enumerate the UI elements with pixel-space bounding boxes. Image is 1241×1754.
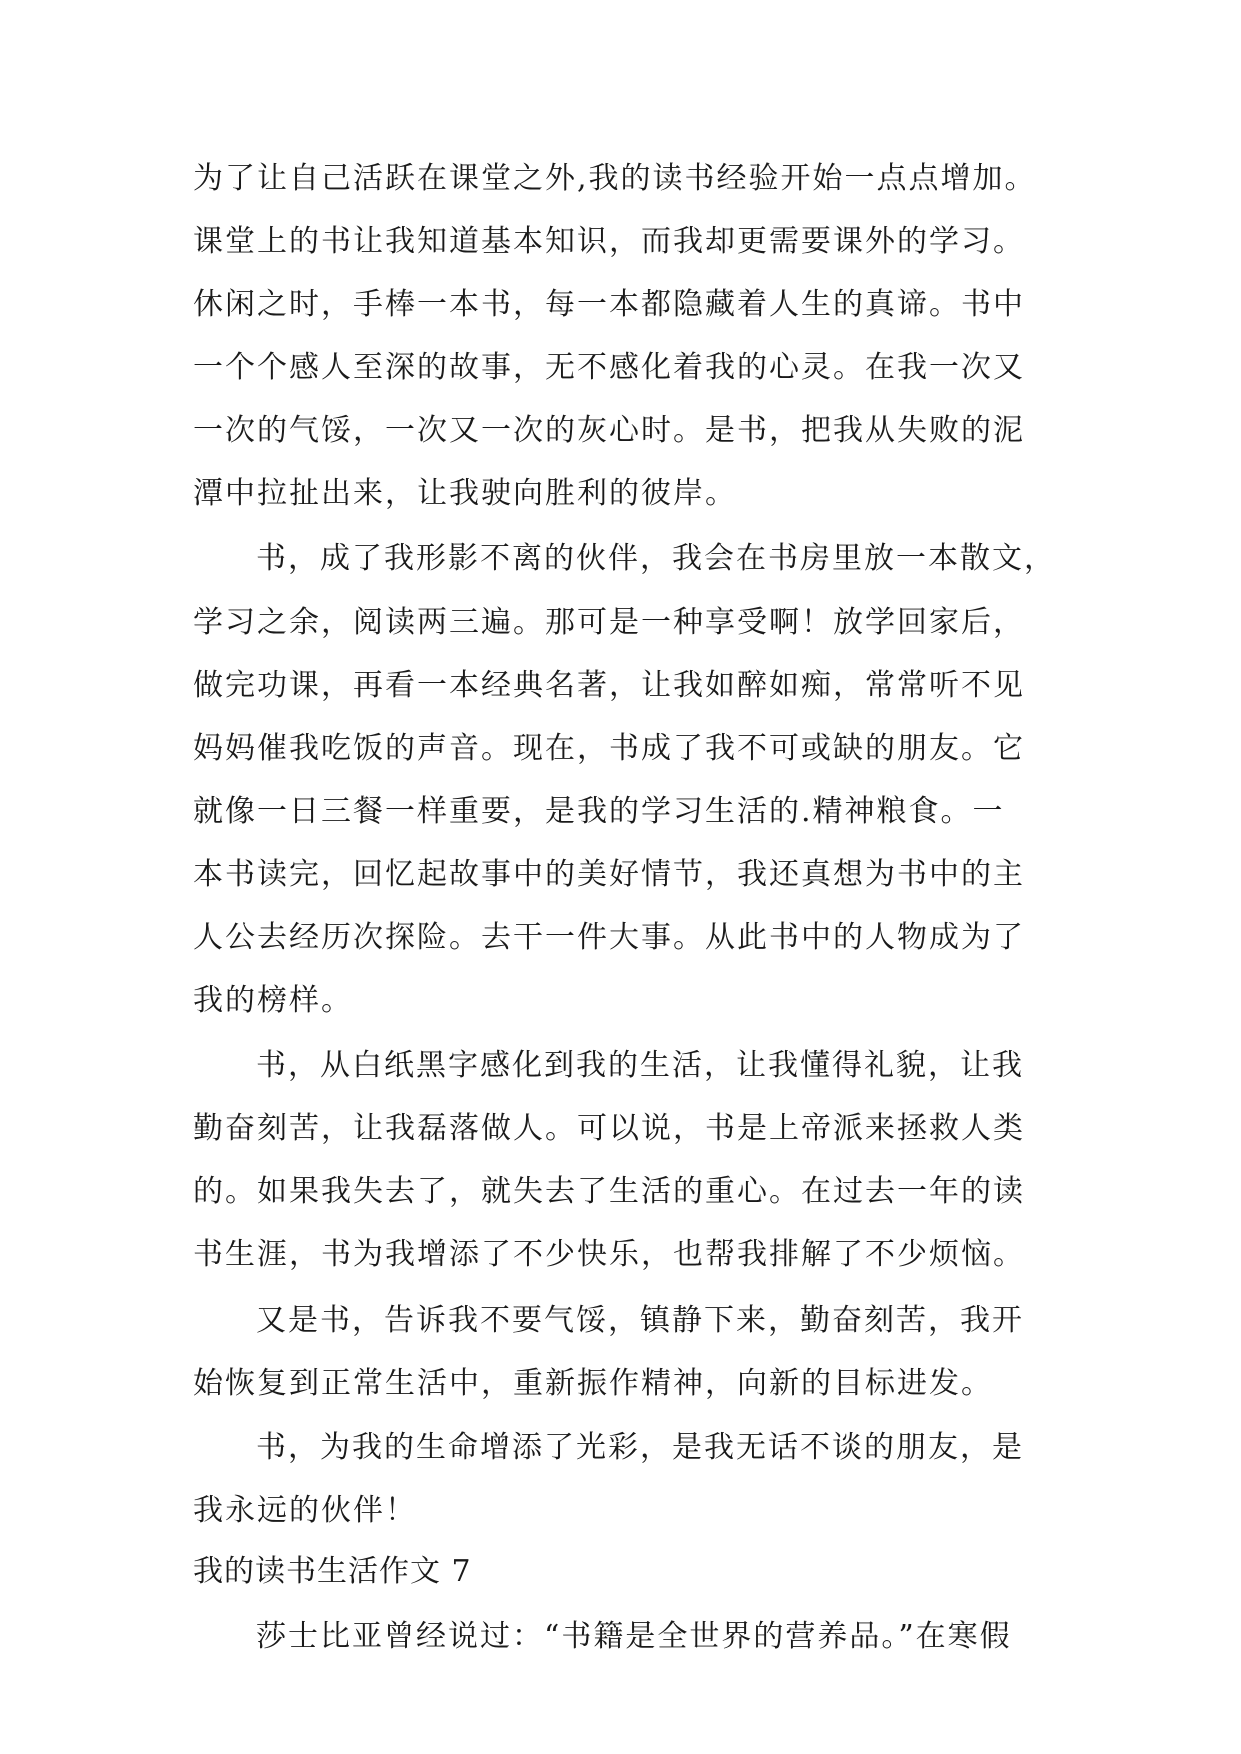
paragraph-first-line: 书，从白纸黑字感化到我的生活，让我懂得礼貌，让我 [256,1048,1024,1083]
paragraph-first-line: 莎士比亚曾经说过：“书籍是全世界的营养品。”在寒假 [256,1619,1012,1654]
paragraph-line: 一个个感人至深的故事，无不感化着我的心灵。在我一次又 [193,350,1025,385]
paragraph-line: 做完功课，再看一本经典名著，让我如醉如痴，常常听不见 [193,668,1025,703]
paragraph-line: 潭中拉扯出来，让我驶向胜利的彼岸。 [193,476,737,511]
paragraph-line: 人公去经历次探险。去干一件大事。从此书中的人物成为了 [193,920,1025,955]
paragraph-line: 本书读完，回忆起故事中的美好情节，我还真想为书中的主 [193,857,1025,892]
paragraph-line: 勤奋刻苦，让我磊落做人。可以说，书是上帝派来拯救人类 [193,1111,1025,1146]
paragraph-line: 为了让自己活跃在课堂之外,我的读书经验开始一点点增加。 [193,161,1037,196]
paragraph-line: 学习之余，阅读两三遍。那可是一种享受啊！放学回家后， [193,605,1025,640]
paragraph-first-line: 书，成了我形影不离的伙伴，我会在书房里放一本散文， [256,541,1056,576]
paragraph-line: 我永远的伙伴！ [193,1493,417,1528]
paragraph-line: 始恢复到正常生活中，重新振作精神，向新的目标进发。 [193,1366,993,1401]
paragraph-line: 我的榜样。 [193,983,353,1018]
paragraph-first-line: 书，为我的生命增添了光彩，是我无话不谈的朋友，是 [256,1430,1024,1465]
paragraph-line: 书生涯，书为我增添了不少快乐，也帮我排解了不少烦恼。 [193,1237,1025,1272]
paragraph-line: 就像一日三餐一样重要，是我的学习生活的.精神粮食。一 [193,794,1005,829]
paragraph-line: 妈妈催我吃饭的声音。现在，书成了我不可或缺的朋友。它 [193,731,1025,766]
paragraph-line: 的。如果我失去了，就失去了生活的重心。在过去一年的读 [193,1174,1025,1209]
section-heading: 我的读书生活作文 7 [193,1554,472,1589]
paragraph-line: 休闲之时，手棒一本书，每一本都隐藏着人生的真谛。书中 [193,287,1025,322]
paragraph-line: 一次的气馁，一次又一次的灰心时。是书，把我从失败的泥 [193,413,1025,448]
paragraph-line: 课堂上的书让我知道基本知识，而我却更需要课外的学习。 [193,224,1025,259]
paragraph-first-line: 又是书，告诉我不要气馁，镇静下来，勤奋刻苦，我开 [256,1303,1024,1338]
